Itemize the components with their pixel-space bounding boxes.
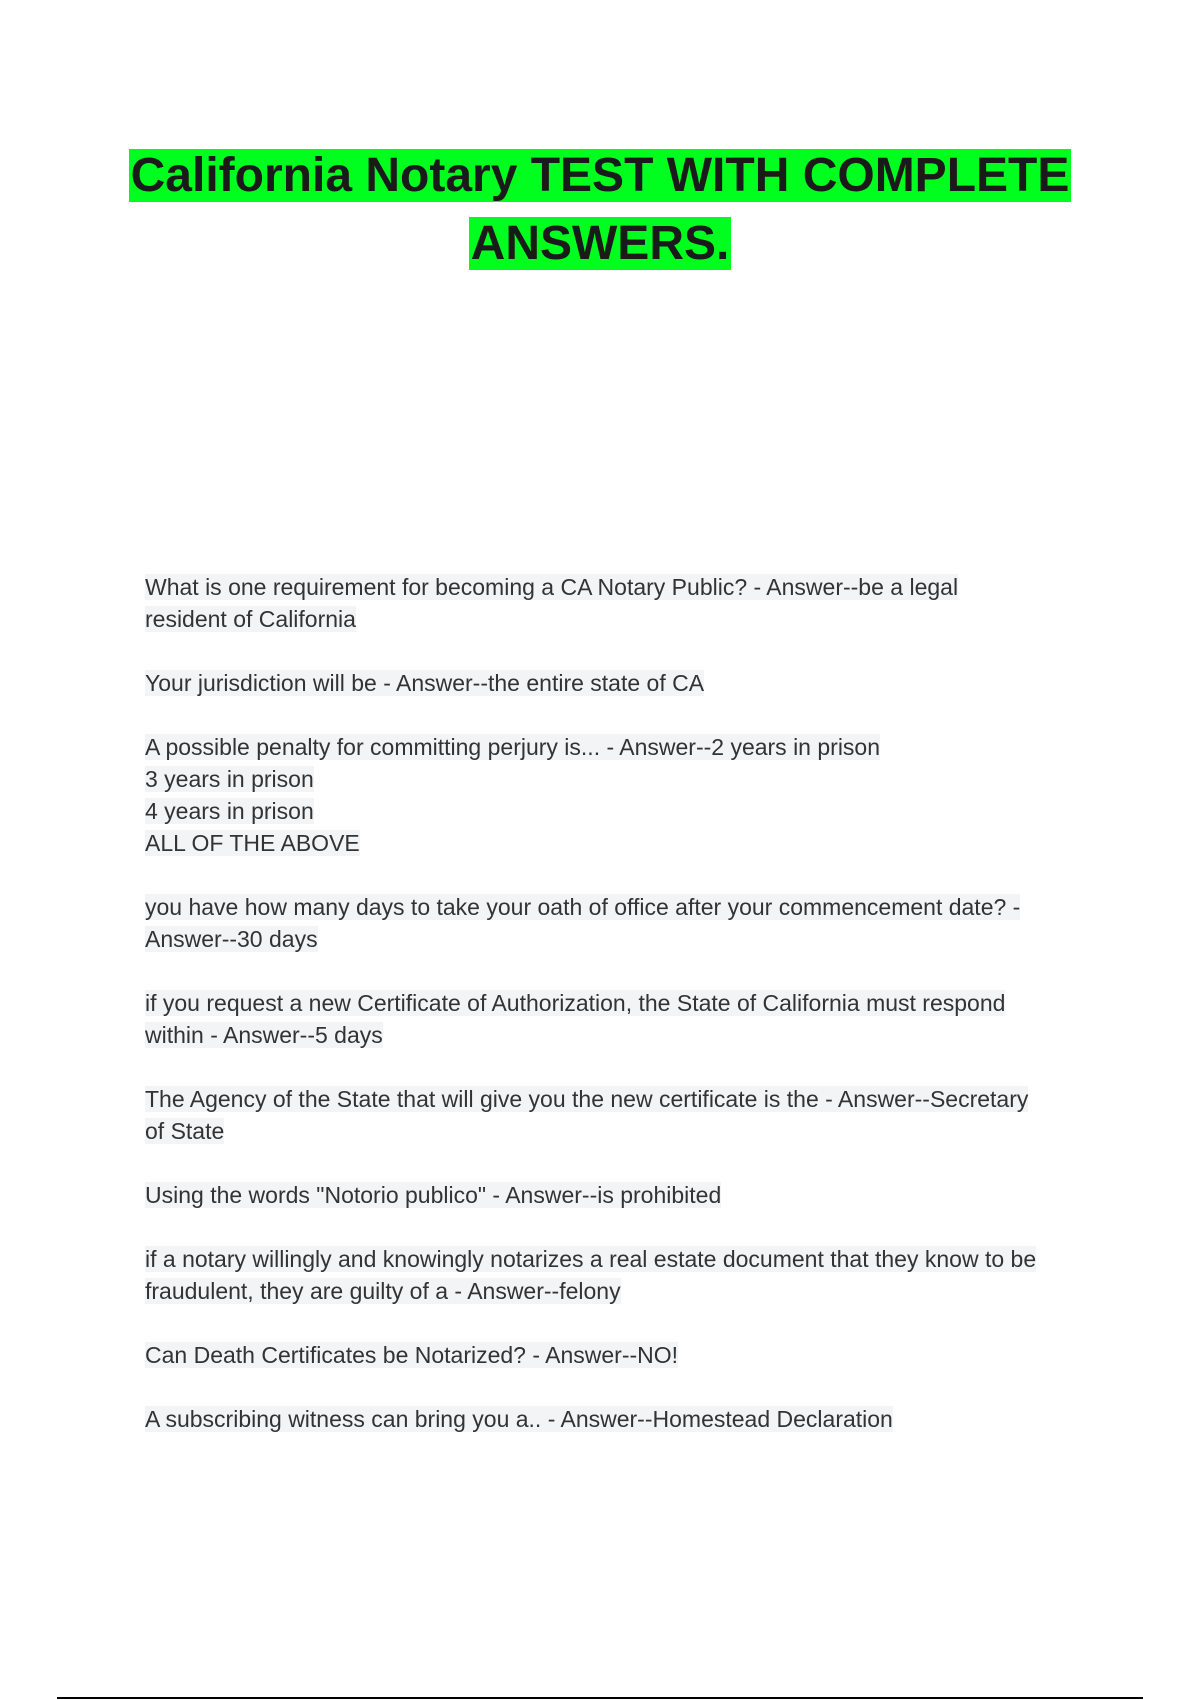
footer-divider: [57, 1697, 1143, 1699]
qa-line: if a notary willingly and knowingly notarizes a real estate document that they know to be: [145, 1246, 1037, 1272]
qa-item: [145, 571, 1090, 635]
title-line-2: ANSWERS.: [470, 217, 730, 270]
qa-line: Can Death Certificates be Notarized? - Answer--NO!: [145, 1342, 679, 1368]
qa-line: fraudulent, they are guilty of a - Answer--felony: [145, 1278, 621, 1304]
qa-line: What is one requirement for becoming a CA Notary Public? - Answer--be a legal: [145, 574, 959, 600]
qa-line: 3 years in prison: [145, 766, 314, 792]
qa-line: Using the words "Notorio publico" - Answer--is prohibited: [145, 1182, 722, 1208]
qa-line: resident of California: [145, 606, 356, 632]
qa-line: A subscribing witness can bring you a.. - Answer--Homestead Declaration: [145, 1406, 893, 1432]
qa-line: Answer--30 days: [145, 926, 318, 952]
qa-item: [145, 1179, 1090, 1211]
qa-item: [145, 731, 1090, 859]
qa-line: of State: [145, 1118, 225, 1144]
qa-list: [145, 571, 1090, 1467]
qa-item: [145, 891, 1090, 955]
qa-item: [145, 1243, 1090, 1307]
qa-line: A possible penalty for committing perjury is... - Answer--2 years in prison: [145, 734, 881, 760]
qa-line: you have how many days to take your oath of office after your commencement date? -: [145, 894, 1021, 920]
qa-item: [145, 667, 1090, 699]
qa-line: The Agency of the State that will give you the new certificate is the - Answer--Secretary: [145, 1086, 1029, 1112]
qa-line: 4 years in prison: [145, 798, 314, 824]
qa-item: [145, 987, 1090, 1051]
qa-line: if you request a new Certificate of Authorization, the State of California must respond: [145, 990, 1006, 1016]
qa-line: ALL OF THE ABOVE: [145, 830, 360, 856]
qa-line: Your jurisdiction will be - Answer--the entire state of CA: [145, 670, 705, 696]
qa-item: [145, 1339, 1090, 1371]
qa-item: [145, 1083, 1090, 1147]
qa-line: within - Answer--5 days: [145, 1022, 383, 1048]
title-line-1: California Notary TEST WITH COMPLETE: [130, 149, 1070, 202]
document-title: [0, 142, 1200, 278]
qa-item: [145, 1403, 1090, 1435]
